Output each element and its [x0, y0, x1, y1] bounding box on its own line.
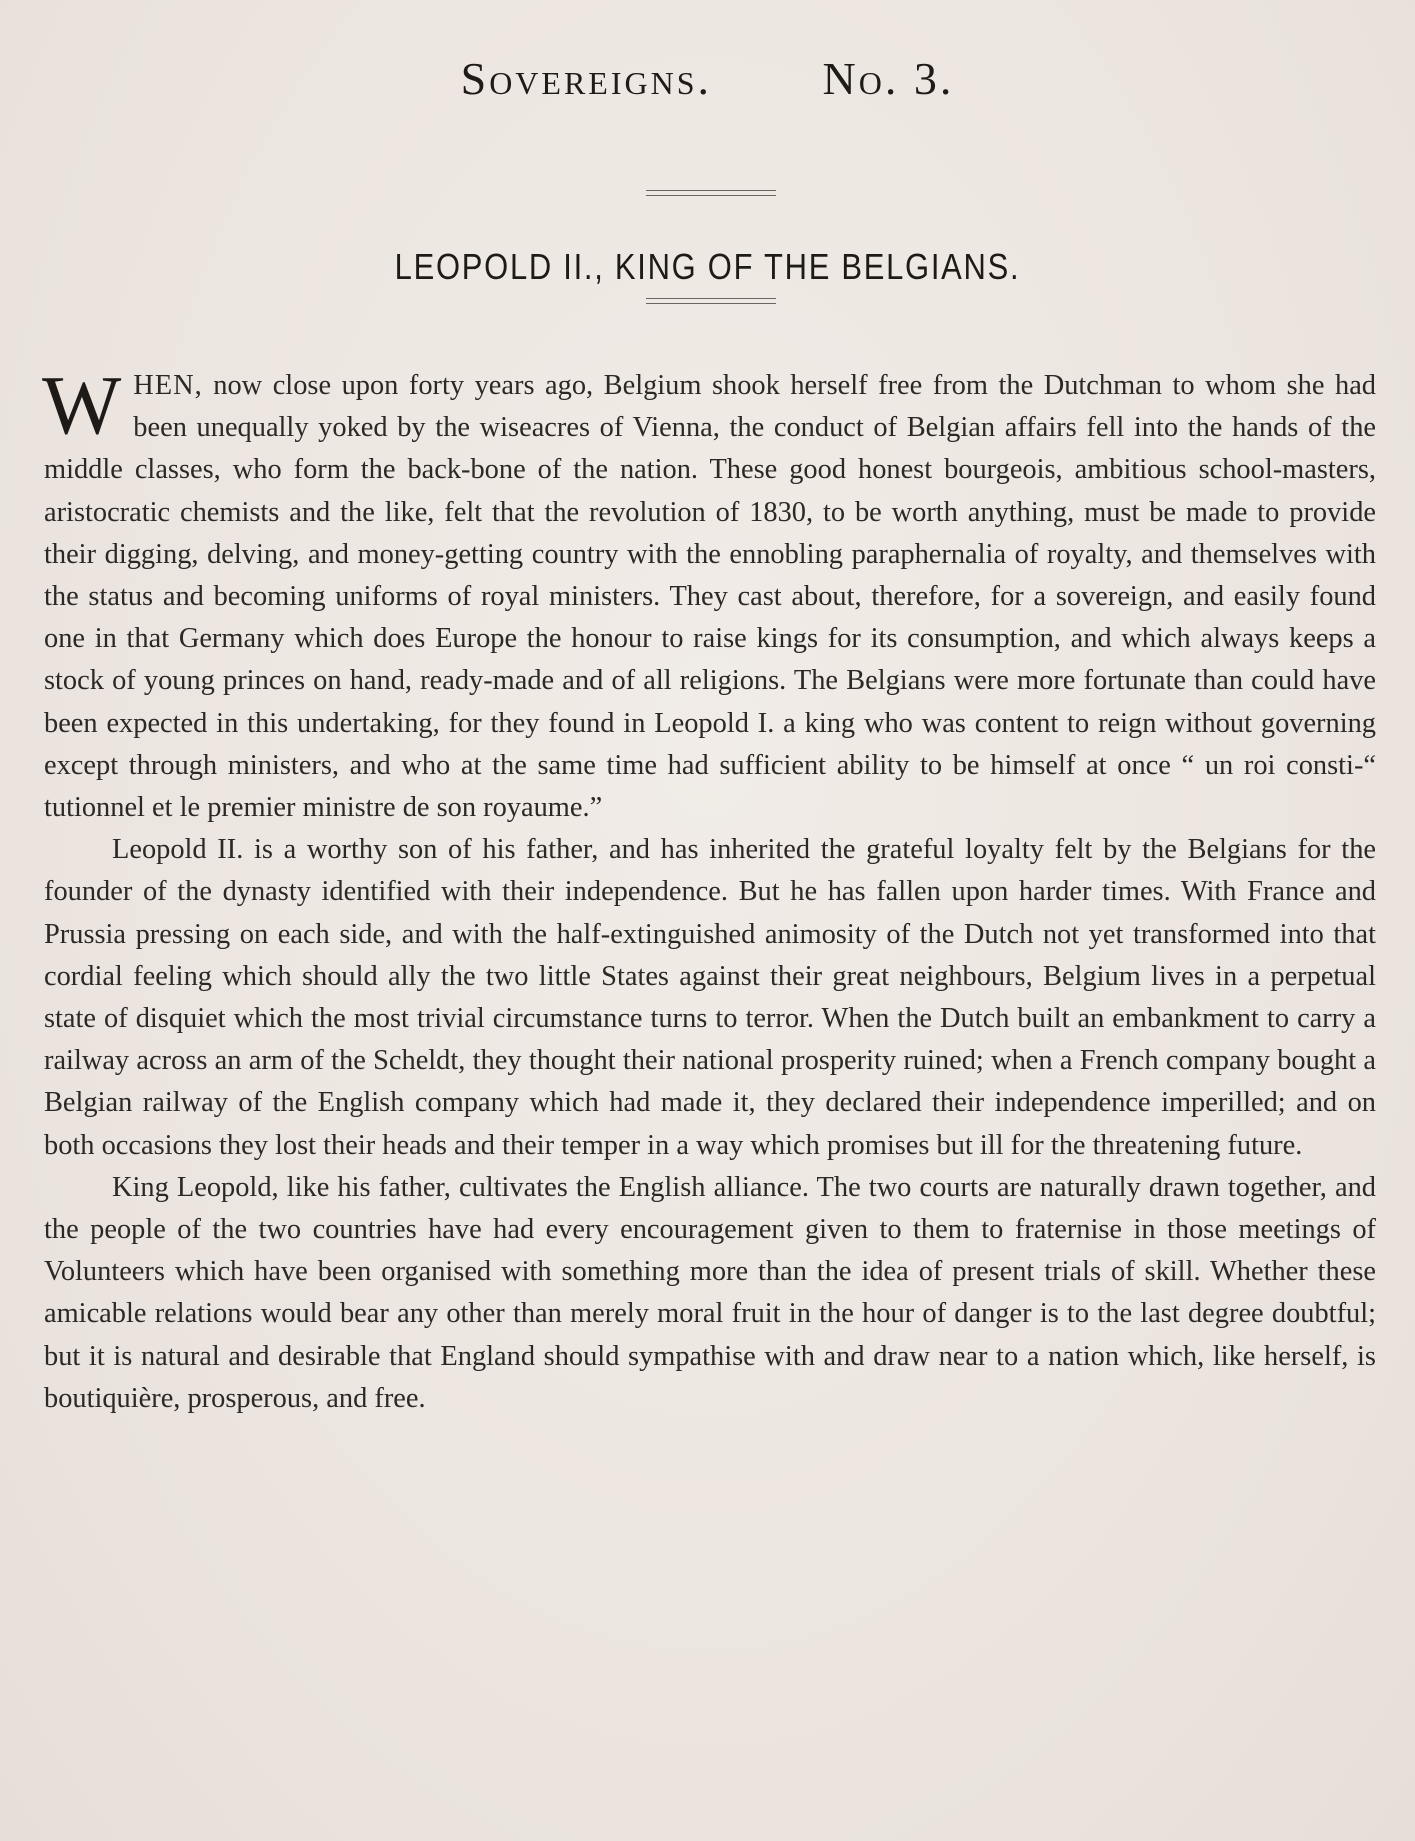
article-body: [42, 359, 1376, 1420]
series-title: Sovereigns.: [460, 53, 713, 104]
paragraph-1-text: now close upon forty years ago, Belgium shook herself free from the Dutchman to whom she had been unequally yoked by the wiseacres of Vienna, the conduct of Belgian affairs fell into the hands of the middle classes, who form the back-bone of the nation. These good honest bourgeois, ambitious school-masters, aristocratic chemists and the like, felt that the revolution of 1830, to be worth anything, must be made to provide their digging, delving, and money-getting country with the ennobling paraphernalia of royalty, and themselves with the status and becoming uniforms of royal ministers. They cast about, therefore, for a sovereign, and easily found one in that Germany which does Europe the honour to raise kings for its consumption, and which always keeps a stock of young princes on hand, ready-made and of all religions. The Belgians were more fortunate than could have been expected in this undertaking, for they found in Leopold I. a king who was content to reign without governing except through ministers, and who at the same time had sufficient ability to be himself at once “ un roi consti-“ tutionnel et le premier ministre de son royaume.”: [44, 370, 1376, 824]
drop-cap: W: [42, 359, 122, 452]
double-rule-top: [646, 190, 776, 196]
masthead: [0, 52, 1415, 105]
issue-number: No. 3.: [822, 53, 955, 104]
double-rule-bottom: [646, 298, 776, 304]
paragraph-3: King Leopold, like his father, cultivates the English alliance. The two courts are naturally drawn together, and the people of the two countries have had every encouragement given to them to fraternise in those meetings of Volunteers which have been organised with something more than the idea of present trials of skill. Whether these amicable relations would bear any other than merely moral fruit in the hour of danger is to the last degree doubtful; but it is natural and desirable that England should sympathise with and draw near to a nation which, like herself, is boutiquière, prosperous, and free.: [44, 1171, 1376, 1414]
lead-word: HEN,: [133, 370, 203, 401]
paragraph-1: [42, 359, 1376, 829]
paragraph-2: Leopold II. is a worthy son of his father, and has inherited the grateful loyalty felt by the Belgians for the founder of the dynasty identified with their independence. But he has fallen upon harder times. With France and Prussia pressing on each side, and with the half-extinguished animosity of the Dutch not yet transformed into that cordial feeling which should ally the two little States against their great neighbours, Belgium lives in a perpetual state of disquiet which the most trivial circumstance turns to terror. When the Dutch built an embankment to carry a railway across an arm of the Scheldt, they thought their national prosperity ruined; when a French company bought a Belgian railway of the English company which had made it, they declared their independence imperilled; and on both occasions they lost their heads and their temper in a way which promises but ill for the threatening future.: [44, 834, 1376, 1161]
article-title: LEOPOLD II., KING OF THE BELGIANS.: [394, 246, 1021, 288]
